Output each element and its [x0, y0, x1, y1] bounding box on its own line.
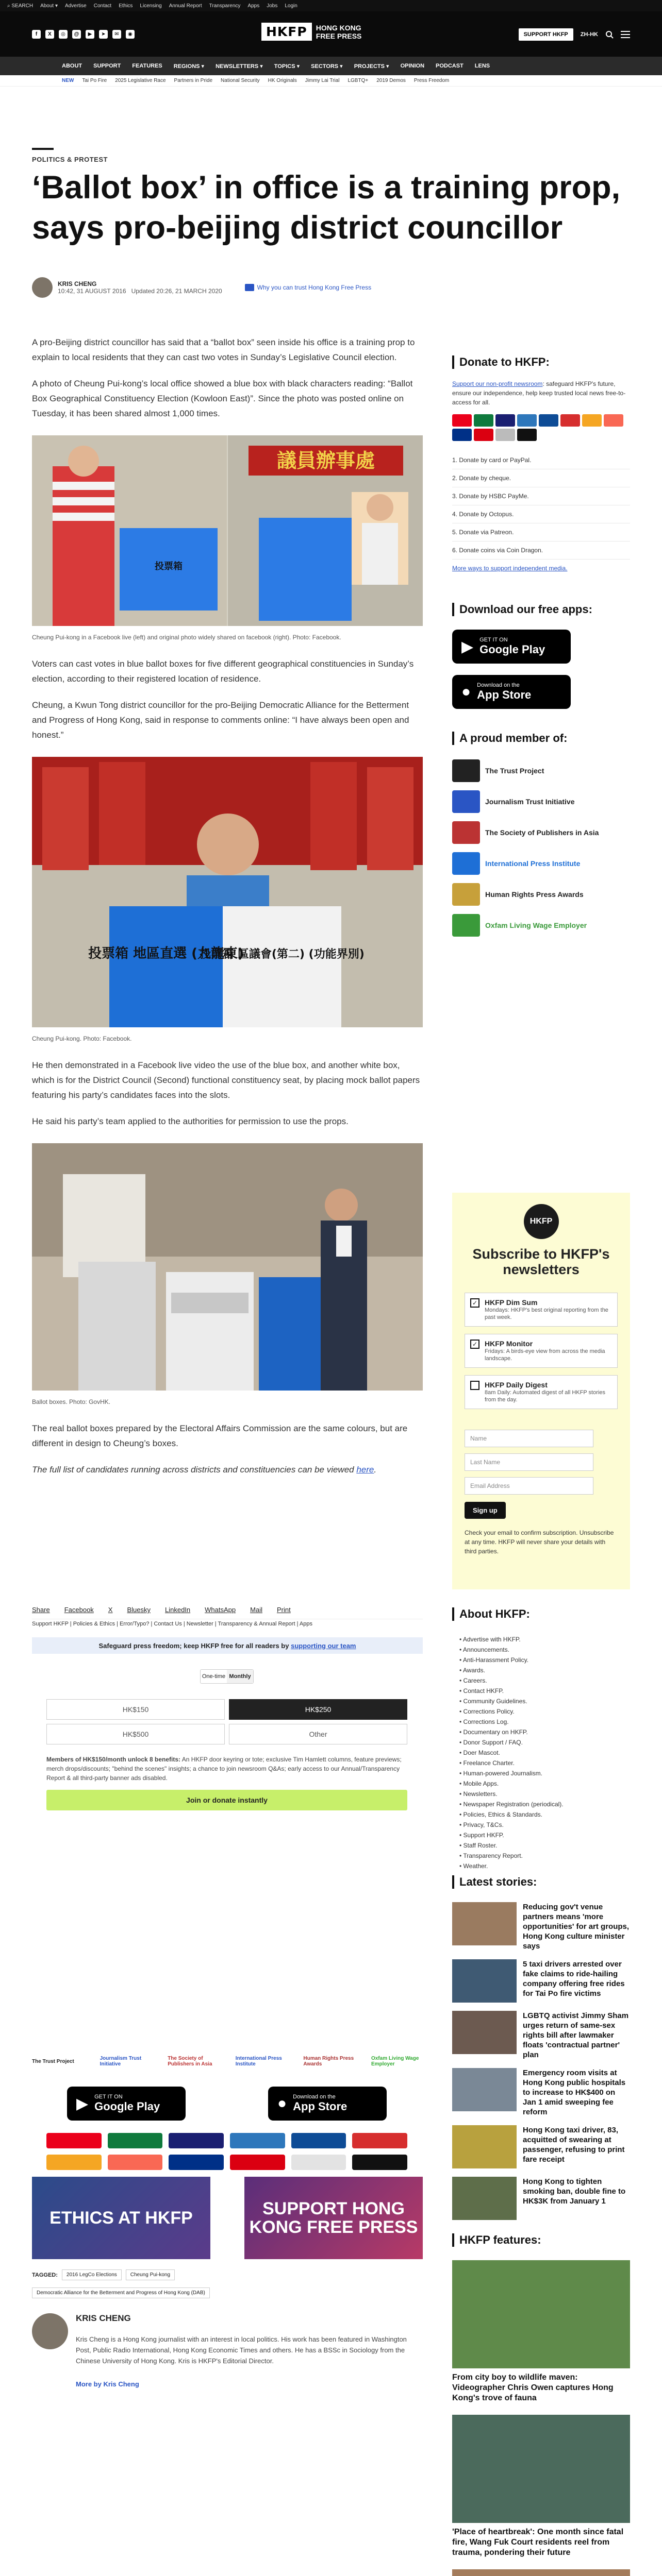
nav-regions[interactable]: REGIONS ▾: [173, 63, 205, 70]
paragraph: Voters can cast votes in blue ballot boxes for five different geographical constituencies in Sunday’s election, according to their registered location of residence.: [32, 659, 414, 684]
features-list: [452, 2260, 630, 2576]
amount-150[interactable]: HK$150: [46, 1699, 225, 1720]
about-item[interactable]: • Support HKFP.: [459, 1832, 504, 1839]
update-date: Updated 20:26, 21 MARCH 2020: [131, 287, 222, 295]
promo-support[interactable]: [244, 2177, 423, 2259]
story-item[interactable]: [452, 2177, 630, 2220]
ipi-logo: [452, 852, 480, 875]
app-store-button[interactable]: [452, 675, 571, 709]
trending-link[interactable]: National Security: [221, 78, 260, 83]
option-name: HKFP Dim Sum: [485, 1298, 538, 1307]
about-item[interactable]: • Careers.: [459, 1677, 487, 1684]
story-title: Emergency room visits at Hong Kong public hospitals to increase to HK$400 on Jan 1 amid sweeping fee reform: [523, 2069, 626, 2116]
story-title: 5 taxi drivers arrested over fake claims to ride-hailing company offering free rides for Tai Po fire victims: [523, 1960, 625, 1998]
feature-item[interactable]: [452, 2260, 630, 2403]
story-item[interactable]: [452, 2011, 630, 2060]
desc-text: An HKFP door keyring or tote; exclusive Tim Hamlett columns, feature previews; merch drops/discounts; "behind the scenes" insights; a chance to join newsroom Q&As; early access to our Annual/Transparency Report & all third-party banner ads disabled.: [46, 1756, 402, 1782]
about-item[interactable]: • Corrections Policy.: [459, 1708, 515, 1715]
google-pay-icon: [291, 2155, 346, 2170]
amount-500[interactable]: HK$500: [46, 1724, 225, 1744]
paragraph: He said his party’s team applied to the authorities for permission to use the props.: [32, 1116, 349, 1126]
donate-step[interactable]: 1. Donate by card or PayPal.: [452, 451, 630, 469]
hkfp-features: [452, 2233, 630, 2576]
share-mail[interactable]: Mail: [250, 1606, 262, 1614]
about-item[interactable]: • Newspaper Registration (periodical).: [459, 1801, 564, 1808]
latest-list: [452, 1902, 630, 2220]
menu-icon[interactable]: [621, 31, 630, 38]
trending-link[interactable]: Tai Po Fire: [82, 78, 107, 83]
about-item[interactable]: • Community Guidelines.: [459, 1698, 527, 1705]
option-desc: 8am Daily: Automated digest of all HKFP stories from the day.: [485, 1389, 605, 1403]
x-icon[interactable]: X: [45, 30, 54, 39]
story-thumb: [452, 2177, 517, 2220]
telegram-icon[interactable]: ➤: [99, 30, 108, 39]
visa-icon: [169, 2133, 224, 2148]
payment-icons: [452, 414, 630, 441]
membership-description: [46, 1755, 407, 1783]
diners-icon: [474, 414, 493, 427]
toggle-monthly[interactable]: Monthly: [227, 1670, 253, 1683]
dates: [58, 287, 222, 295]
tag[interactable]: 2016 LegCo Elections: [62, 2269, 122, 2280]
amount-options: [46, 1699, 407, 1744]
about-item[interactable]: • Anti-Harassment Policy.: [459, 1656, 529, 1664]
about-item[interactable]: • Announcements.: [459, 1646, 509, 1653]
photo-caption: Ballot boxes. Photo: GovHK.: [32, 1398, 111, 1405]
toggle-one-time[interactable]: One-time: [202, 1673, 226, 1680]
logo-line1: HONG KONG: [316, 23, 361, 32]
nav-topics[interactable]: TOPICS ▾: [274, 63, 300, 70]
rss-icon[interactable]: ◉: [126, 30, 135, 39]
donation-banner: [32, 1637, 423, 1654]
article-body: [32, 335, 423, 1488]
member-name: The Trust Project: [485, 767, 544, 775]
nav-lens[interactable]: LENS: [474, 63, 490, 69]
story-item[interactable]: [452, 2125, 630, 2168]
kicker-rule: [32, 148, 54, 150]
google-play-button[interactable]: [452, 630, 571, 664]
newsletter-title: Subscribe to HKFP's newsletters: [472, 1246, 610, 1277]
facebook-icon[interactable]: f: [32, 30, 41, 39]
google-play-icon: ▶: [461, 638, 474, 655]
patreon-icon: [108, 2155, 163, 2170]
paragraph: A pro-Beijing district councillor has said that a “ballot box” seen inside his office is a training prop to explain to local residents that they can cast two votes in Sunday’s Legislative Council election.: [32, 337, 415, 362]
feature-item[interactable]: [452, 2569, 630, 2576]
donate-step[interactable]: 4. Donate by Octopus.: [452, 505, 630, 523]
tag[interactable]: Democratic Alliance for the Betterment and Progress of Hong Kong (DAB): [32, 2287, 210, 2298]
story-thumb: [452, 1959, 517, 2003]
article-title: ‘Ballot box’ in office is a training prop, says pro-beijing district councillor: [32, 170, 621, 246]
member-name: Oxfam Living Wage Employer: [485, 921, 587, 929]
story-thumb: [452, 2068, 517, 2111]
logo-wordmark: [316, 24, 362, 40]
donate-step[interactable]: 6. Donate coins via Coin Dragon.: [452, 541, 630, 560]
proud-member-heading: A proud member of:: [452, 732, 630, 745]
google-play-icon: ▶: [76, 2095, 89, 2112]
search-link[interactable]: ⌕ SEARCH: [7, 3, 34, 9]
feature-image: [452, 2415, 630, 2523]
about-item[interactable]: • Mobile Apps.: [459, 1780, 499, 1787]
share-bar: [32, 1606, 423, 1619]
trending-link[interactable]: 2025 Legislative Race: [115, 78, 166, 83]
share-print[interactable]: Print: [276, 1606, 291, 1614]
donate-steps: [452, 451, 630, 560]
share-whatsapp[interactable]: WhatsApp: [205, 1606, 236, 1614]
member-name: Journalism Trust Initiative: [485, 798, 575, 806]
about-list: [452, 1634, 630, 1871]
latest-heading: Latest stories:: [452, 1875, 630, 1889]
about-item[interactable]: • Doer Mascot.: [459, 1749, 500, 1756]
member-name: Human Rights Press Awards: [485, 890, 584, 899]
jobs-link[interactable]: Jobs: [267, 3, 278, 9]
feature-image: [452, 2260, 630, 2368]
trust-project-logo: [452, 759, 480, 782]
mastercard-icon: [452, 414, 472, 427]
option-name: HKFP Daily Digest: [485, 1381, 548, 1389]
story-thumb: [452, 2011, 517, 2054]
payme-icon: [230, 2155, 285, 2170]
donate-intro-link[interactable]: Support our non-profit newsroom: [452, 380, 543, 387]
story-thumb: [452, 2125, 517, 2168]
store-big: Google Play: [94, 2100, 160, 2113]
donate-step[interactable]: 3. Donate by HSBC PayMe.: [452, 487, 630, 505]
search-icon[interactable]: [605, 30, 614, 39]
nav-opinion[interactable]: OPINION: [400, 63, 425, 69]
paragraph: A photo of Cheung Pui-kong’s local office showed a blue box with black characters reading: “Ballot Box Geographical Constituency Election (Kowloon East)”. Since the photo was posted online on Tuesday, it has been shared almost 1,000 times.: [32, 379, 413, 418]
google-play-button-content[interactable]: [67, 2087, 186, 2121]
trending-link[interactable]: 2019 Demos: [376, 78, 406, 83]
amount-250[interactable]: HK$250: [229, 1699, 407, 1720]
promo-ethics[interactable]: [32, 2177, 210, 2259]
logo-mark: HKFP: [261, 23, 312, 41]
author-avatar-large[interactable]: [32, 2313, 68, 2349]
author-bio: Kris Cheng is a Hong Kong journalist with an interest in local politics. His work has been featured in Washington Post, Public Radio International, Hong Kong Economic Times and others. He has a BSSc in Sociology from the Chinese University of Hong Kong. Kris is HKFP's Editorial Director.: [76, 2335, 407, 2365]
feature-title: From city boy to wildlife maven: Videographer Chris Owen captures Hong Kong's trove of fauna: [452, 2373, 614, 2402]
youtube-icon[interactable]: ▶: [86, 30, 94, 39]
jcb-icon: [539, 414, 558, 427]
ethics-link[interactable]: Ethics: [119, 3, 133, 9]
photo-caption: Cheung Pui-kong. Photo: Facebook.: [32, 1035, 132, 1042]
apps-link[interactable]: Apps: [247, 3, 260, 9]
app-store-button-content[interactable]: [268, 2087, 387, 2121]
transparency-link[interactable]: Transparency: [209, 3, 241, 9]
trust-badge-icon: [245, 284, 254, 291]
share-x[interactable]: X: [108, 1606, 113, 1614]
apple-pay-icon: [352, 2155, 407, 2170]
donate-intro: [452, 379, 630, 407]
checkbox[interactable]: ✓: [470, 1298, 479, 1308]
option-desc: Fridays: A birds-eye view from across the media landscape.: [485, 1348, 605, 1362]
language-switch[interactable]: ZH-HK: [580, 31, 598, 38]
trust-link-label: Why you can trust Hong Kong Free Press: [257, 284, 372, 291]
newsletter-option-monitor[interactable]: [465, 1334, 618, 1368]
amex-icon: [517, 414, 537, 427]
story-item[interactable]: [452, 1959, 630, 2003]
promo-text: SUPPORT HONG KONG FREE PRESS: [249, 2199, 418, 2237]
member-logo[interactable]: The Society of Publishers in Asia: [168, 2056, 212, 2067]
last-name-input[interactable]: Last Name: [465, 1453, 593, 1471]
story-title: Hong Kong taxi driver, 83, acquitted of swearing at passenger, refusing to print fare receipt: [523, 2126, 625, 2164]
social-icons: [32, 30, 135, 39]
about-item[interactable]: • Awards.: [459, 1667, 486, 1674]
amount-other[interactable]: Other: [229, 1724, 407, 1744]
bitcoin-icon: [582, 414, 602, 427]
trending-nav: [0, 75, 662, 87]
paragraph: Cheung, a Kwun Tong district councillor for the pro-Beijing Democratic Alliance for the Betterment and Progress of Hong Kong, said in response to comments online: “I have always been open and honest.”: [32, 700, 409, 740]
store-small: GET IT ON: [94, 2094, 123, 2100]
member-logo[interactable]: Human Rights Press Awards: [303, 2056, 354, 2067]
about-item[interactable]: • Freelance Charter.: [459, 1759, 515, 1767]
patreon-icon: [604, 414, 623, 427]
trending-link[interactable]: Jimmy Lai Trial: [305, 78, 340, 83]
about-item[interactable]: • Staff Roster.: [459, 1842, 498, 1849]
instagram-icon[interactable]: ◎: [59, 30, 68, 39]
about-item[interactable]: • Corrections Log.: [459, 1718, 509, 1725]
visa-icon: [495, 414, 515, 427]
contact-link[interactable]: Contact: [93, 3, 112, 9]
sidebar: [452, 355, 630, 941]
about-item[interactable]: • Policies, Ethics & Standards.: [459, 1811, 542, 1818]
feature-item[interactable]: [452, 2415, 630, 2558]
newsletter-option-digest[interactable]: [465, 1375, 618, 1409]
main-nav: [0, 57, 662, 75]
nav-newsletters[interactable]: NEWSLETTERS ▾: [216, 63, 263, 70]
paragraph-text: The full list of candidates running across districts and constituencies can be viewed: [32, 1465, 354, 1475]
newsletter-note: Check your email to confirm subscription. Unsubscribe at any time. HKFP will never share your details with third parties.: [465, 1529, 614, 1555]
member-logo[interactable]: Journalism Trust Initiative: [100, 2056, 142, 2067]
checkbox[interactable]: [470, 1381, 479, 1390]
nav-support[interactable]: SUPPORT: [93, 63, 121, 69]
desc-bold: Members of HK$150/month unlock 8 benefits:: [46, 1756, 181, 1763]
byline: [32, 277, 371, 298]
story-item[interactable]: [452, 1902, 630, 1951]
member-oxfam[interactable]: [452, 910, 630, 941]
banner-link[interactable]: supporting our team: [291, 1641, 356, 1650]
name-input[interactable]: Name: [465, 1430, 593, 1447]
member-jti[interactable]: [452, 786, 630, 817]
annual-report-link[interactable]: Annual Report: [169, 3, 202, 9]
mail-icon[interactable]: ✉: [112, 30, 121, 39]
apple-pay-icon: [517, 429, 537, 441]
member-logo[interactable]: International Press Institute: [235, 2056, 282, 2067]
tag[interactable]: Cheung Pui-kong: [126, 2269, 175, 2280]
about-hkfp: [452, 1607, 630, 1871]
story-title: LGBTQ activist Jimmy Sham urges return of same-sex rights bill after lawmaker floats 'contractual partner' plan: [523, 2011, 629, 2059]
latest-stories: [452, 1875, 630, 2228]
promo-text: ETHICS AT HKFP: [49, 2208, 193, 2228]
new-badge: NEW: [62, 78, 74, 83]
unionpay-icon: [352, 2133, 407, 2148]
story-thumb: [452, 1902, 517, 1945]
threads-icon[interactable]: @: [72, 30, 81, 39]
paragraph: The full list of candidates running across districts and constituencies can be viewed here.: [32, 1465, 377, 1475]
share-label: Share: [32, 1606, 50, 1614]
publish-date: 10:42, 31 AUGUST 2016: [58, 287, 126, 295]
tags-label: TAGGED:: [32, 2272, 58, 2278]
more-by-author-link[interactable]: More by Kris Cheng: [76, 2380, 139, 2388]
paragraph: He then demonstrated in a Facebook live video the use of the blue box, and another white box, which is for the District Council (Second) functional constituency seat, by placing mock ballot papers featuring his party’s candidates faces into the slots.: [32, 1060, 420, 1100]
photo-caption: Cheung Pui-kong in a Facebook live (left) and original photo widely shared on facebook (right). Photo: Facebook.: [32, 634, 341, 641]
licensing-link[interactable]: Licensing: [140, 3, 162, 9]
store-small: GET IT ON: [479, 637, 508, 643]
author-box-name[interactable]: KRIS CHENG: [76, 2313, 131, 2323]
member-sopa[interactable]: [452, 817, 630, 848]
nav-projects[interactable]: PROJECTS ▾: [354, 63, 389, 70]
mastercard-icon: [46, 2133, 102, 2148]
newsletter-option-dimsum[interactable]: [465, 1293, 618, 1327]
member-logos-row: [32, 2056, 423, 2067]
newsletter-signup: [452, 1193, 630, 1589]
author-avatar[interactable]: [32, 277, 53, 298]
donation-widget: [46, 1669, 407, 1810]
apple-icon: ●: [461, 683, 471, 700]
option-desc: Mondays: HKFP's best original reporting from the past week.: [485, 1307, 608, 1320]
about-item[interactable]: • Advertise with HKFP.: [459, 1636, 521, 1643]
trust-link[interactable]: [245, 284, 371, 291]
login-link[interactable]: Login: [285, 3, 297, 9]
box-label-1: 投票箱: [155, 561, 183, 572]
member-name: The Society of Publishers in Asia: [485, 828, 599, 837]
newsletter-logo: HKFP: [524, 1204, 559, 1239]
article-photo-ballot-boxes: [32, 1143, 423, 1391]
about-heading: About HKFP:: [452, 1607, 630, 1621]
about-item[interactable]: • Weather.: [459, 1862, 488, 1870]
frequency-toggle: [200, 1669, 254, 1684]
jcb-icon: [291, 2133, 346, 2148]
trending-link[interactable]: Partners in Pride: [174, 78, 213, 83]
jti-logo: [452, 790, 480, 813]
member-name: International Press Institute: [485, 859, 581, 868]
about-item[interactable]: • Newsletters.: [459, 1790, 498, 1798]
trending-link[interactable]: Press Freedom: [413, 78, 450, 83]
share-facebook[interactable]: Facebook: [64, 1606, 94, 1614]
banner-text: Safeguard press freedom; keep HKFP free for all readers by: [98, 1641, 289, 1650]
nav-about[interactable]: ABOUT: [62, 63, 82, 69]
nav-features[interactable]: FEATURES: [132, 63, 162, 69]
paypal-icon: [452, 429, 472, 441]
store-big: App Store: [477, 688, 532, 701]
payment-methods-grid: [46, 2133, 407, 2170]
article-photo-office: [32, 435, 423, 626]
trending-link[interactable]: HK Originals: [268, 78, 297, 83]
office-sign-text: 議員辦事處: [276, 449, 375, 472]
about-item[interactable]: • Human-powered Journalism.: [459, 1770, 542, 1777]
about-link[interactable]: About ▾: [40, 3, 58, 9]
candidates-link[interactable]: here: [356, 1465, 374, 1475]
oxfam-logo: [452, 914, 480, 937]
google-pay-icon: [495, 429, 515, 441]
about-item[interactable]: • Transparency Report.: [459, 1852, 523, 1859]
apps-heading: Download our free apps:: [452, 603, 630, 616]
option-name: HKFP Monitor: [485, 1340, 533, 1348]
article-photo-cheung: [32, 757, 423, 1027]
features-heading: HKFP features:: [452, 2233, 630, 2247]
author-name[interactable]: KRIS CHENG: [58, 280, 97, 287]
about-item[interactable]: • Privacy, T&Cs.: [459, 1821, 504, 1828]
sopa-logo: [452, 821, 480, 844]
story-title: Reducing gov't venue partners means 'more opportunities' for art groups, Hong Kong culture minister says: [523, 1903, 630, 1951]
member-logo[interactable]: Oxfam Living Wage Employer: [371, 2056, 419, 2067]
nav-sectors[interactable]: SECTORS ▾: [311, 63, 343, 70]
donate-heading: Donate to HKFP:: [452, 355, 630, 369]
support-hkfp-button[interactable]: SUPPORT HKFP: [519, 28, 573, 41]
paypal-icon: [169, 2155, 224, 2170]
share-bluesky[interactable]: Bluesky: [127, 1606, 151, 1614]
bitcoin-icon: [46, 2155, 102, 2170]
about-item[interactable]: • Contact HKFP.: [459, 1687, 504, 1694]
join-button[interactable]: Join or donate instantly: [46, 1790, 407, 1810]
donate-intro-text: : safeguard HKFP's future, ensure our independence, help keep trusted local news free-to-access for all.: [452, 380, 626, 406]
payme-icon: [474, 429, 493, 441]
store-big: App Store: [293, 2100, 347, 2113]
donate-step[interactable]: 5. Donate via Patreon.: [452, 523, 630, 541]
white-box-label: 投票箱 區議會(第二) (功能界別): [200, 948, 365, 961]
paragraph: The real ballot boxes prepared by the Electoral Affairs Commission are the same colours, but are different in design to Cheung’s boxes.: [32, 1423, 408, 1448]
signup-button[interactable]: Sign up: [465, 1502, 506, 1519]
diners-icon: [108, 2133, 163, 2148]
amex-icon: [230, 2133, 285, 2148]
top-utility-bar: [0, 0, 662, 11]
advertise-link[interactable]: Advertise: [65, 3, 87, 9]
about-item[interactable]: • Donor Support / FAQ.: [459, 1739, 523, 1746]
email-input[interactable]: Email Address: [465, 1477, 593, 1495]
more-ways-link[interactable]: More ways to support independent media.: [452, 565, 568, 572]
member-logo[interactable]: The Trust Project: [32, 2058, 74, 2064]
tags-row: [32, 2269, 175, 2280]
donate-step[interactable]: 2. Donate by cheque.: [452, 469, 630, 487]
checkbox[interactable]: ✓: [470, 1340, 479, 1349]
share-linkedin[interactable]: LinkedIn: [165, 1606, 191, 1614]
store-small: Download on the: [477, 682, 520, 688]
nav-podcast[interactable]: PODCAST: [436, 63, 464, 69]
feature-image: [452, 2569, 630, 2576]
member-trust-project[interactable]: [452, 755, 630, 786]
story-title: Hong Kong to tighten smoking ban, double fine to HK$3K from January 1: [523, 2177, 626, 2206]
story-item[interactable]: [452, 2068, 630, 2117]
member-ipi[interactable]: [452, 848, 630, 879]
feature-title: 'Place of heartbreak': One month since fatal fire, Wang Fuk Court residents reel from trauma, pondering their future: [452, 2528, 624, 2557]
store-small: Download on the: [293, 2094, 336, 2100]
hrpa-logo: [452, 883, 480, 906]
store-big: Google Play: [479, 643, 545, 656]
footer-links[interactable]: Support HKFP | Policies & Ethics | Error/Typo? | Contact Us | Newsletter | Transparency & Annual Report | Apps: [32, 1621, 312, 1627]
member-list: [452, 755, 630, 941]
apple-icon: ●: [277, 2095, 287, 2112]
site-header: [0, 11, 662, 57]
about-item[interactable]: • Documentary on HKFP.: [459, 1728, 528, 1736]
blue-box-label: 投票箱 地區直選 (九龍東): [88, 946, 244, 961]
article-category[interactable]: POLITICS & PROTEST: [32, 156, 108, 163]
member-hrpa[interactable]: [452, 879, 630, 910]
unionpay-icon: [560, 414, 580, 427]
trending-link[interactable]: LGBTQ+: [347, 78, 369, 83]
header-actions: [519, 28, 630, 41]
logo-line2: FREE PRESS: [316, 31, 362, 40]
site-logo[interactable]: [261, 23, 361, 41]
